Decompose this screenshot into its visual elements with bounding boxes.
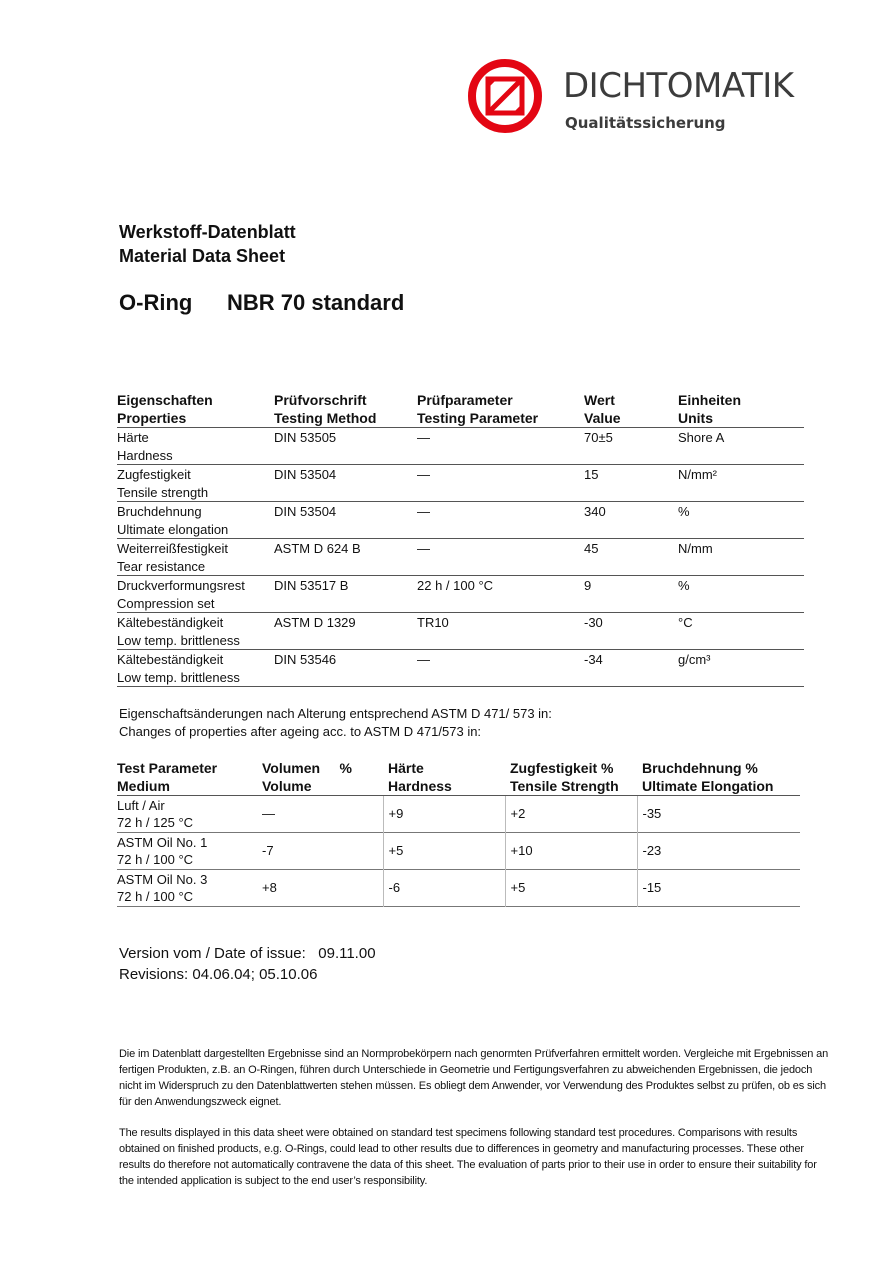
ageing-header-row [117, 758, 800, 795]
elongation-change: -35 [637, 795, 800, 832]
volume-change: -7 [262, 842, 274, 858]
property-value: 15 [584, 467, 599, 482]
header-medium: Test Parameter Medium [117, 758, 262, 795]
header-testing-method: Prüfvorschrift Testing Method [274, 391, 417, 428]
dichtomatik-emblem-icon [467, 58, 543, 134]
testing-method: DIN 53504 [274, 467, 337, 482]
hardness-change: -6 [383, 869, 505, 906]
header-ultimate-elongation: Bruchdehnung % Ultimate Elongation [637, 758, 800, 795]
property-name: Bruchdehnung Ultimate elongation [117, 504, 229, 537]
property-unit: N/mm² [678, 467, 717, 482]
property-unit: N/mm [678, 541, 713, 556]
property-value: 45 [584, 541, 599, 556]
header-value: Wert Value [584, 391, 678, 428]
property-value: 340 [584, 504, 606, 519]
table-row [117, 539, 804, 576]
header-properties: Eigenschaften Properties [117, 391, 274, 428]
property-value: -30 [584, 615, 603, 630]
elongation-change: -23 [637, 832, 800, 869]
property-unit: % [678, 504, 690, 519]
testing-method: ASTM D 1329 [274, 615, 356, 630]
tensile-change: +2 [505, 795, 637, 832]
property-unit: Shore A [678, 430, 725, 445]
property-name: Kältebeständigkeit Low temp. brittleness [117, 652, 240, 685]
table-row [117, 613, 804, 650]
property-name: Zugfestigkeit Tensile strength [117, 467, 209, 500]
testing-method: DIN 53546 [274, 652, 337, 667]
title-en: Material Data Sheet [119, 246, 286, 266]
testing-method: ASTM D 624 B [274, 541, 361, 556]
table-row [117, 576, 804, 613]
table-row [117, 502, 804, 539]
revisions: Revisions: 04.06.04; 05.10.06 [119, 966, 318, 983]
table-row [117, 428, 804, 465]
dichtomatik-logo [467, 52, 794, 134]
testing-method: DIN 53505 [274, 430, 337, 445]
testing-parameter: — [417, 430, 430, 445]
test-medium: Luft / Air 72 h / 125 °C [117, 797, 194, 830]
property-unit: g/cm³ [678, 652, 711, 667]
property-name: Härte Hardness [117, 430, 173, 463]
property-name: Weiterreißfestigkeit Tear resistance [117, 541, 229, 574]
test-medium: ASTM Oil No. 3 72 h / 100 °C [117, 871, 208, 904]
table-row [117, 832, 800, 869]
logo-subtitle: Qualitätssicherung [565, 114, 726, 132]
tensile-change: +5 [505, 869, 637, 906]
disclaimer-de: Die im Datenblatt dargestellten Ergebnisse sind an Normprobekörpern nach genormten Prüfverfahren ermittelt worden. Vergleiche mit Ergebnissen an fertigen Produkten, z.B. an O-Ringen, führen durch Unterschiede in Geometrie und Fertigungsverfahren zu abweichenden Ergebnissen, die jedoch nicht im Widerspruch zu den Datenblattwerten stehen müssen. Es obliegt dem Anwender, vor Verwendung des Produktes selbst zu prüfen, ob es sich für den Anwendungszweck eignet. [119, 1048, 829, 1108]
hardness-change: +5 [383, 832, 505, 869]
property-unit: % [678, 578, 690, 593]
hardness-change: +9 [383, 795, 505, 832]
table-row [117, 650, 804, 687]
header-hardness: Härte Hardness [383, 758, 505, 795]
elongation-change: -15 [637, 869, 800, 906]
table-row [117, 795, 800, 832]
properties-table [117, 391, 804, 687]
product-name: NBR 70 standard [227, 290, 405, 315]
testing-parameter: TR10 [417, 615, 449, 630]
header-testing-parameter: Prüfparameter Testing Parameter [417, 391, 584, 428]
date-of-issue: Version vom / Date of issue: 09.11.00 [119, 945, 376, 962]
testing-parameter: 22 h / 100 °C [417, 578, 494, 593]
property-value: -34 [584, 652, 603, 667]
product-type: O-Ring [119, 290, 193, 315]
logo-brand-name: DICHTOMATIK [563, 66, 794, 106]
header-volume: Volumen % Volume [262, 758, 383, 795]
volume-change: — [262, 805, 275, 821]
property-value: 70±5 [584, 430, 613, 445]
testing-method: DIN 53517 B [274, 578, 349, 593]
testing-parameter: — [417, 504, 430, 519]
ageing-note-de: Eigenschaftsänderungen nach Alterung entsprechend ASTM D 471/ 573 in: [119, 706, 552, 721]
properties-header-row [117, 391, 804, 428]
property-name: Kältebeständigkeit Low temp. brittleness [117, 615, 240, 648]
title-de: Werkstoff-Datenblatt [119, 222, 296, 242]
table-row [117, 465, 804, 502]
table-row [117, 869, 800, 906]
testing-method: DIN 53504 [274, 504, 337, 519]
volume-change: +8 [262, 879, 277, 895]
header-units: Einheiten Units [678, 391, 804, 428]
ageing-table [117, 758, 800, 907]
header-tensile-strength: Zugfestigkeit % Tensile Strength [505, 758, 637, 795]
testing-parameter: — [417, 467, 430, 482]
property-name: Druckverformungsrest Compression set [117, 578, 245, 611]
tensile-change: +10 [505, 832, 637, 869]
property-value: 9 [584, 578, 592, 593]
property-unit: °C [678, 615, 693, 630]
testing-parameter: — [417, 541, 430, 556]
test-medium: ASTM Oil No. 1 72 h / 100 °C [117, 834, 208, 867]
disclaimer-en: The results displayed in this data sheet were obtained on standard test specimens following standard test procedures. Comparisons with results obtained on finished products, e.g. O-Rings, could lead to other results due to differences in geometry and manufacturing processes. These other results do therefore not automatically contravene the data of this sheet. The evaluation of parts prior to their use in order to ensure their suitability for the intended application is subject to the end user’s responsibility. [119, 1127, 817, 1187]
ageing-note-en: Changes of properties after ageing acc. to ASTM D 471/573 in: [119, 724, 482, 739]
testing-parameter: — [417, 652, 430, 667]
